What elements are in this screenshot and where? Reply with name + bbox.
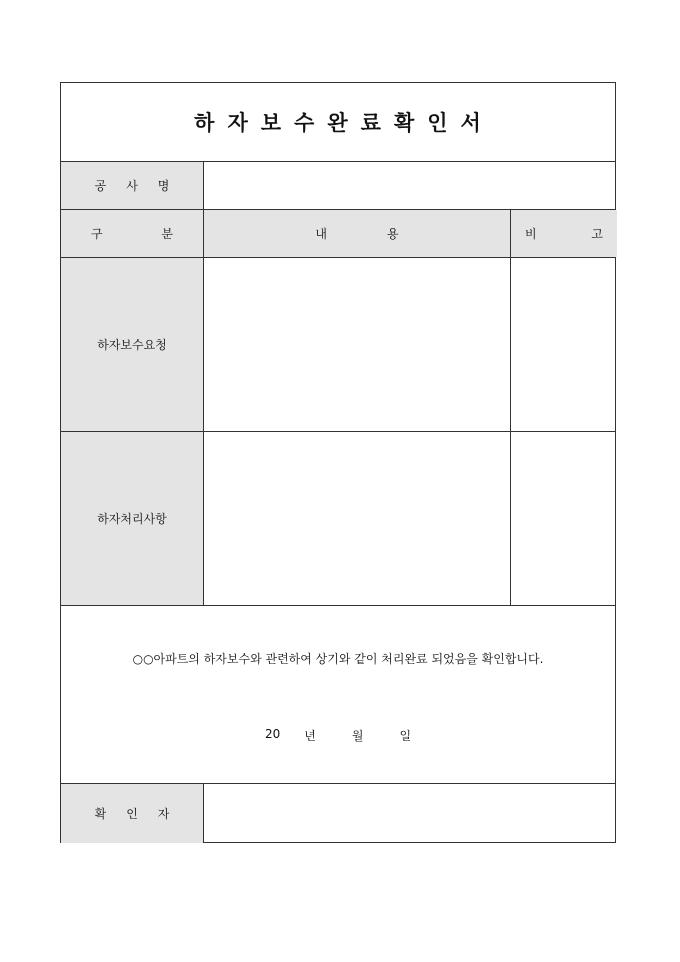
content-cell[interactable] <box>204 432 511 605</box>
confirmation-block <box>61 605 615 783</box>
date-line <box>61 727 615 744</box>
row-label-text: 하자처리사항 <box>97 512 167 526</box>
confirmation-form <box>60 82 616 843</box>
label-char: 공 <box>94 179 107 193</box>
date-month-label: 월 <box>351 729 364 743</box>
date-year-label: 년 <box>304 729 316 743</box>
row-label <box>61 432 204 605</box>
label-char: 인 <box>126 807 138 821</box>
title-char: 료 <box>360 110 382 135</box>
label-char: 확 <box>94 807 107 821</box>
title-char: 자 <box>227 110 249 135</box>
project-name-label <box>61 162 204 209</box>
label-char: 자 <box>157 807 170 821</box>
table-row <box>61 257 615 431</box>
remarks-cell[interactable] <box>511 432 617 605</box>
remarks-header <box>511 210 617 257</box>
header-row <box>61 209 615 257</box>
label-char: 사 <box>126 179 138 193</box>
confirmer-row <box>61 783 615 843</box>
remarks-cell[interactable] <box>511 258 617 431</box>
confirmer-field[interactable] <box>204 784 617 843</box>
title-char: 하 <box>194 110 216 135</box>
project-name-field[interactable] <box>204 162 617 209</box>
title-char: 서 <box>460 110 482 135</box>
confirmation-statement: ○○아파트의 하자보수와 관련하여 상기와 같이 처리완료 되었음을 확인합니다. <box>132 652 544 666</box>
row-label <box>61 258 204 431</box>
header-char: 분 <box>161 227 173 241</box>
category-header <box>61 210 204 257</box>
label-char: 명 <box>157 179 170 193</box>
title-char: 보 <box>260 110 283 135</box>
table-row <box>61 431 615 605</box>
header-char: 구 <box>91 227 103 241</box>
row-label-text: 하자보수요청 <box>97 338 167 352</box>
header-char: 고 <box>591 227 603 241</box>
header-char: 용 <box>387 227 399 241</box>
content-header <box>204 210 511 257</box>
title-char: 수 <box>294 110 316 135</box>
date-year-prefix: 20 <box>264 727 281 741</box>
title-char: 인 <box>427 110 449 135</box>
project-name-row <box>61 161 615 209</box>
document-title <box>61 83 615 161</box>
title-char: 확 <box>393 110 416 135</box>
header-char: 비 <box>525 227 537 241</box>
content-cell[interactable] <box>204 258 511 431</box>
title-char: 완 <box>327 110 349 135</box>
confirmer-label <box>61 784 204 843</box>
date-day-label: 일 <box>399 729 412 743</box>
header-char: 내 <box>315 227 327 241</box>
